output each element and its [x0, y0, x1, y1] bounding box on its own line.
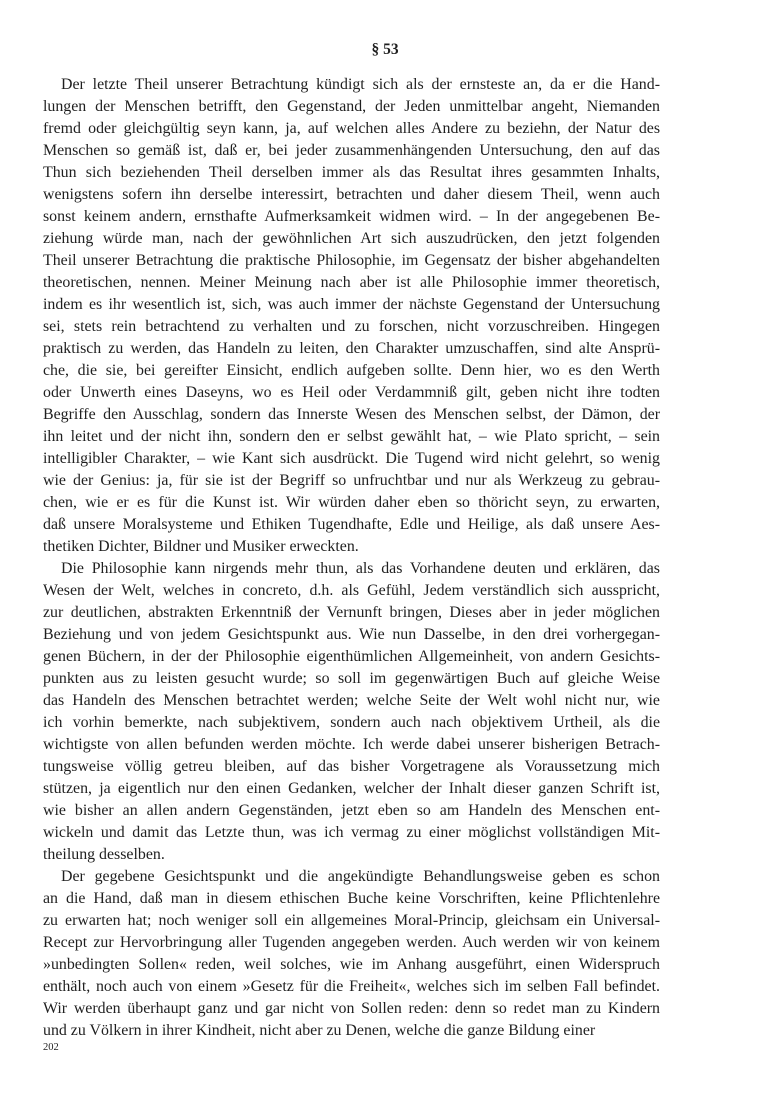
text-line: Recept zur Hervorbringung aller Tugenden angegeben werden. Auch werden wir von keinem — [43, 934, 660, 951]
text-line: genen Büchern, in der der Philosophie eigenthümlichen Allgemeinheit, von andern Gesichts- — [43, 648, 660, 665]
text-line: ziehung würde man, nach der gewöhnlichen Art sich auszudrücken, den jetzt folgenden — [43, 230, 660, 247]
text-line: fremd oder gleichgültig seyn kann, ja, auf welchen alles Andere zu beziehn, der Natur des — [43, 120, 660, 137]
text-line: praktisch zu werden, das Handeln zu leiten, den Charakter umzuschaffen, sind alte Ansprü- — [43, 340, 660, 357]
text-line: an die Hand, daß man in diesem ethischen Buche keine Vorschriften, keine Pflichtenlehre — [43, 890, 660, 907]
text-line: wichtigste von allen befunden werden möchte. Ich werde dabei unserer bisherigen Betrach- — [43, 736, 660, 753]
text-line: sei, stets rein betrachtend zu verhalten und zu forschen, nicht vorzuschreiben. Hingegen — [43, 318, 660, 335]
text-line: Theil unserer Betrachtung die praktische Philosophie, im Gegensatz der bisher abgehandelten — [43, 252, 660, 269]
text-line: wie bisher an allen andern Gegenständen, jetzt eben so am Handeln des Menschen ent- — [43, 802, 660, 819]
text-line: intelligibler Charakter, – wie Kant sich ausdrückt. Die Tugend wird nicht gelehrt, so wenig — [43, 450, 660, 467]
text-line: theilung desselben. — [43, 846, 165, 863]
text-line: Begriffe den Ausschlag, sondern das Innerste Wesen des Menschen selbst, der Dämon, der — [43, 406, 660, 423]
text-line: thetiken Dichter, Bildner und Musiker erweckten. — [43, 538, 359, 555]
paragraph — [43, 74, 660, 558]
paragraph — [43, 558, 660, 866]
text-line: punkten aus zu leisten gesucht wurde; so soll im gegenwärtigen Buch auf gleiche Weise — [43, 670, 660, 687]
page-number: 202 — [43, 1042, 59, 1053]
text-line: tungsweise völlig getreu bleiben, auf das bisher Vorgetragene als Voraussetzung mich — [43, 758, 660, 775]
text-line: zur deutlichen, abstrakten Erkenntniß der Vernunft bringen, Dieses aber in jeder möglichen — [43, 604, 660, 621]
text-line: wenigstens sofern ihn derselbe interessirt, betrachten und daher diesem Theil, wenn auch — [43, 186, 660, 203]
text-line: ich vorhin bemerkte, nach subjektivem, sondern auch nach objektivem Urtheil, als die — [43, 714, 660, 731]
text-line: Thun sich beziehenden Theil derselben immer als das Resultat ihres gesammten Inhalts, — [43, 164, 660, 181]
text-line: zu erwarten hat; noch weniger soll ein allgemeines Moral-Princip, gleichsam ein Universal- — [43, 912, 660, 929]
text-line: Beziehung und von jedem Gesichtspunkt aus. Wie nun Dasselbe, in den drei vorhergegan- — [43, 626, 660, 643]
text-line: che, die sie, bei gereifter Einsicht, endlich aufgeben sollte. Denn hier, wo es den Werth — [43, 362, 660, 379]
text-line: sonst keinem andern, ernsthafte Aufmerksamkeit widmen wird. – In der angegebenen Be- — [43, 208, 660, 225]
text-line: Menschen so gemäß ist, daß er, bei jeder zusammenhängenden Untersuchung, den auf das — [43, 142, 660, 159]
paragraph — [43, 866, 660, 1042]
text-line: stützen, ja eigentlich nur den einen Gedanken, welcher der Inhalt dieser ganzen Schrift ist, — [43, 780, 660, 797]
text-line: Die Philosophie kann nirgends mehr thun, als das Vorhandene deuten und erklären, das — [61, 560, 660, 577]
text-line: enthält, noch auch von einem »Gesetz für die Freiheit«, welches sich im selben Fall befindet. — [43, 978, 660, 995]
text-line: ihn leitet und der nicht ihn, sondern den er selbst gewählt hat, – wie Plato spricht, – sein — [43, 428, 660, 445]
text-line: Der letzte Theil unserer Betrachtung kündigt sich als der ernsteste an, da er die Hand- — [61, 76, 660, 93]
text-line: daß unsere Moralsysteme und Ethiken Tugendhafte, Edle und Heilige, als daß unsere Aes- — [43, 516, 660, 533]
text-line: das Handeln des Menschen betrachtet werden; welche Seite der Welt wohl nicht nur, wie — [43, 692, 660, 709]
text-line: lungen der Menschen betrifft, den Gegenstand, der Jeden unmittelbar angeht, Niemanden — [43, 98, 660, 115]
text-line: Der gegebene Gesichtspunkt und die angekündigte Behandlungsweise geben es schon — [61, 868, 660, 885]
section-heading: § 53 — [371, 41, 399, 58]
text-line: Wesen der Welt, welches in concreto, d.h. als Gefühl, Jedem verständlich sich ausspricht, — [43, 582, 660, 599]
body-text — [43, 74, 660, 1042]
text-line: oder Unwerth eines Daseyns, wo es Heil oder Verdammniß gilt, geben nicht ihre todten — [43, 384, 660, 401]
text-line: wickeln und damit das Letzte thun, was ich vermag zu einer möglichst vollständigen Mit- — [43, 824, 660, 841]
text-line: »unbedingten Sollen« reden, weil solches, wie im Anhang ausgeführt, einen Widerspruch — [43, 956, 660, 973]
text-line: und zu Völkern in ihrer Kindheit, nicht aber zu Denen, welche die ganze Bildung einer — [43, 1022, 596, 1039]
text-line: Wir werden überhaupt ganz und gar nicht von Sollen reden: denn so redet man zu Kindern — [43, 1000, 660, 1017]
text-line: indem es ihr wesentlich ist, sich, was auch immer der nächste Gegenstand der Untersuchung — [43, 296, 660, 313]
text-line: chen, wie er es für die Kunst ist. Wir würden daher eben so thöricht seyn, zu erwarten, — [43, 494, 660, 511]
text-line: theoretischen, nennen. Meiner Meinung nach aber ist alle Philosophie immer theoretisch, — [43, 274, 660, 291]
text-line: wie der Genius: ja, für sie ist der Begriff so unfruchtbar und nur als Werkzeug zu gebrau- — [43, 472, 660, 489]
